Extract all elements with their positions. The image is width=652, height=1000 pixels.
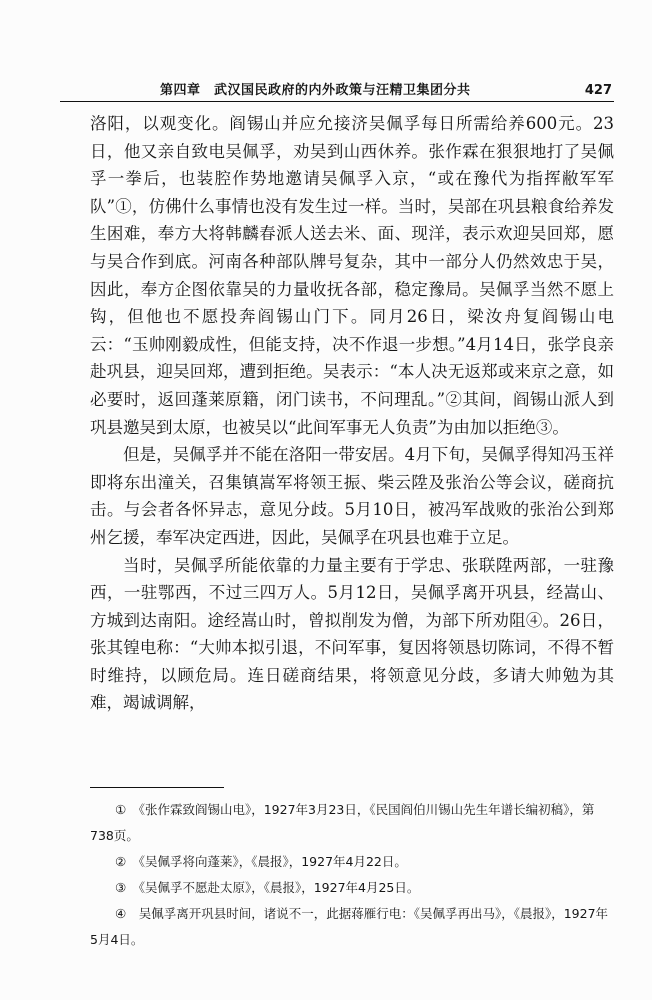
paragraph-2: 但是，吴佩孚并不能在洛阳一带安居。4月下旬，吴佩孚得知冯玉祥即将东出潼关，召集镇嵩军将领王振、柴云陞及张治公等会议，磋商抗击。与会者各怀异志，意见分歧。5月10日，被冯军战败的张治公到郑州乞援，奉军决定西进，因此，吴佩孚在巩县也难于立足。 [90,445,614,547]
body-text [90,110,614,717]
header-rule [60,101,614,102]
page-number: 427 [584,83,612,98]
paragraph-1: 洛阳，以观变化。阎锡山并应允接济吴佩孚每日所需给养600元。23日，他又亲自致电吴佩孚，劝吴到山西休养。张作霖在狠狠地打了吴佩孚一拳后，也装腔作势地邀请吴佩孚入京，“或在豫代为指挥敝军军队”①，仿佛什么事情也没有发生过一样。当时，吴部在巩县粮食给养发生困难，奉方大将韩麟春派人送去米、面、现洋，表示欢迎吴回郑，愿与吴合作到底。河南各种部队牌号复杂，其中一部分人仍然效忠于吴，因此，奉方企图依靠吴的力量收抚各部，稳定豫局。吴佩孚当然不愿上钩，但他也不愿投奔阎锡山门下。同月26日，梁汝舟复阎锡山电云：“玉帅刚毅成性，但能支持，决不作退一步想。”4月14日，张学良亲赴巩县，迎吴回郑，遭到拒绝。吴表示：“本人决无返郑或来京之意，如必要时，返回蓬莱原籍，闭门读书，不问理乱。”②其间，阎锡山派人到巩县邀吴到太原，也被吴以“此间军事无人负责”为由加以拒绝③。 [90,114,614,437]
footnotes [90,797,614,953]
footnote-1: ① 《张作霖致阎锡山电》，1927年3月23日，《民国阎伯川锡山先生年谱长编初稿》，第738页。 [90,802,595,843]
paragraph-3: 当时，吴佩孚所能依靠的力量主要有于学忠、张联陞两部，一驻豫西，一驻鄂西，不过三四万人。5月12日，吴佩孚离开巩县，经嵩山、方城到达南阳。途经嵩山时，曾拟削发为僧，为部下所劝阻④。26日，张其锽电称：“大帅本拟引退，不问军事，复因将领恳切陈词，不得不暂时维持，以顾危局。连日磋商结果，将领意见分歧，多请大帅勉为其难，竭诚调解， [90,555,614,713]
footnote-4: ④ 吴佩孚离开巩县时间，诸说不一，此据蒋雁行电：《吴佩孚再出马》，《晨报》，1927年5月4日。 [90,906,609,947]
running-header [160,74,612,98]
chapter-title: 第四章 武汉国民政府的内外政策与汪精卫集团分共 [160,83,471,98]
footnote-2: ② 《吴佩孚将向蓬莱》，《晨报》，1927年4月22日。 [115,854,407,869]
footnote-rule [90,787,224,788]
footnote-3: ③ 《吴佩孚不愿赴太原》，《晨报》，1927年4月25日。 [115,880,420,895]
